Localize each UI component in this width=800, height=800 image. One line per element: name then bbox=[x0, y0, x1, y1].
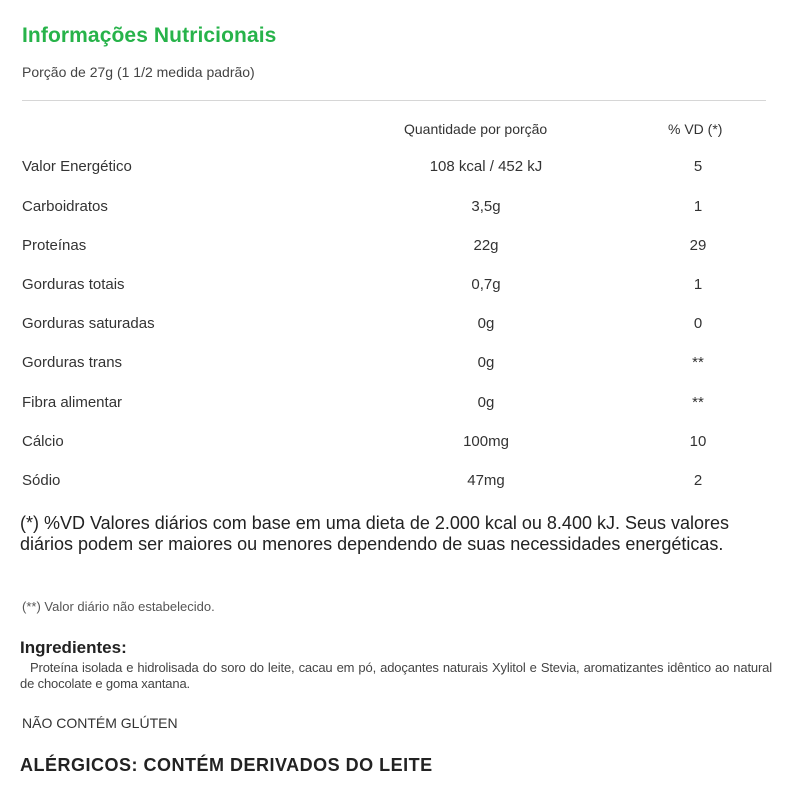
nutrient-quantity: 108 kcal / 452 kJ bbox=[429, 158, 543, 175]
nutrient-name: Valor Energético bbox=[22, 158, 132, 175]
table-row bbox=[0, 237, 800, 259]
divider bbox=[22, 100, 766, 101]
table-row bbox=[0, 198, 800, 220]
allergen-warning: ALÉRGICOS: CONTÉM DERIVADOS DO LEITE bbox=[20, 755, 433, 775]
nutrient-daily-value: 0 bbox=[693, 315, 703, 332]
nutrient-quantity: 47mg bbox=[467, 472, 505, 489]
table-row bbox=[0, 433, 800, 455]
nutrient-name: Proteínas bbox=[22, 237, 87, 254]
ingredients-text: Proteína isolada e hidrolisada do soro do leite, cacau em pó, adoçantes naturais Xylitol e Stevia, aromatizantes idêntico ao natural de chocolate e goma xantana. bbox=[20, 660, 772, 691]
page-title: Informações Nutricionais bbox=[22, 24, 277, 47]
nutrient-daily-value: ** bbox=[692, 354, 704, 371]
nutrient-quantity: 0g bbox=[477, 354, 495, 371]
nutrient-name: Cálcio bbox=[22, 433, 64, 450]
table-row bbox=[0, 354, 800, 376]
serving-size: Porção de 27g (1 1/2 medida padrão) bbox=[22, 64, 255, 80]
not-established-footnote: (**) Valor diário não estabelecido. bbox=[22, 599, 215, 614]
nutrient-name: Sódio bbox=[22, 472, 61, 489]
table-row bbox=[0, 158, 800, 180]
nutrient-daily-value: ** bbox=[692, 394, 704, 411]
nutrient-daily-value: 1 bbox=[693, 276, 703, 293]
nutrient-daily-value: 10 bbox=[689, 433, 707, 450]
nutrient-daily-value: 29 bbox=[689, 237, 707, 254]
table-row bbox=[0, 276, 800, 298]
column-header-quantity: Quantidade por porção bbox=[404, 121, 548, 137]
nutrient-name: Carboidratos bbox=[22, 198, 108, 215]
gluten-notice: NÃO CONTÉM GLÚTEN bbox=[22, 715, 178, 731]
nutrient-name: Gorduras totais bbox=[22, 276, 125, 293]
nutrient-quantity: 0g bbox=[477, 315, 495, 332]
nutrient-name: Fibra alimentar bbox=[22, 394, 123, 411]
nutrient-quantity: 3,5g bbox=[471, 198, 501, 215]
table-row bbox=[0, 394, 800, 416]
nutrient-name: Gorduras saturadas bbox=[22, 315, 155, 332]
nutrient-name: Gorduras trans bbox=[22, 354, 123, 371]
column-header-daily-value: % VD (*) bbox=[668, 121, 723, 137]
nutrient-quantity: 0,7g bbox=[471, 276, 501, 293]
nutrient-daily-value: 2 bbox=[693, 472, 703, 489]
table-row bbox=[0, 315, 800, 337]
nutrient-daily-value: 5 bbox=[693, 158, 703, 175]
nutrient-quantity: 100mg bbox=[463, 433, 509, 450]
ingredients-heading: Ingredientes: bbox=[20, 638, 127, 657]
nutrient-daily-value: 1 bbox=[693, 198, 703, 215]
table-row bbox=[0, 472, 800, 494]
daily-value-footnote: (*) %VD Valores diários com base em uma dieta de 2.000 kcal ou 8.400 kJ. Seus valores diários podem ser maiores ou menores dependendo de suas necessidades energéticas. bbox=[20, 513, 730, 554]
nutrient-quantity: 0g bbox=[477, 394, 495, 411]
nutrient-quantity: 22g bbox=[473, 237, 499, 254]
